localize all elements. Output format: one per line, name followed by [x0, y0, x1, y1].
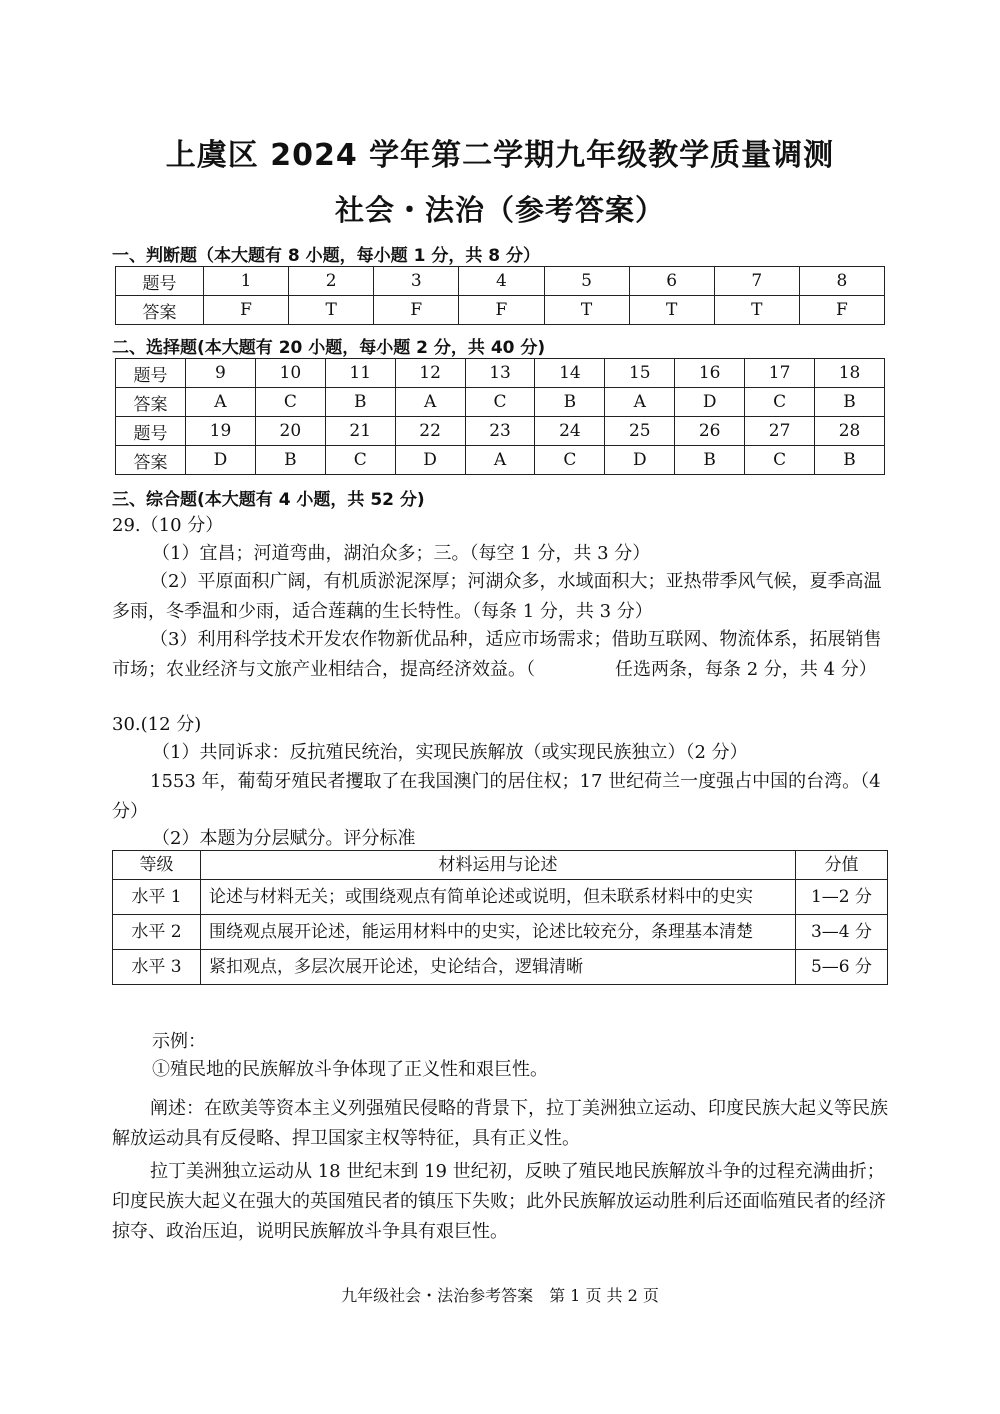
answer-cell: B: [675, 446, 745, 475]
answer-cell: F: [799, 296, 884, 325]
question-number: 4: [459, 267, 544, 296]
answer-cell: T: [544, 296, 629, 325]
question-number: 28: [815, 417, 885, 446]
answer-cell: B: [255, 446, 325, 475]
question-number: 2: [289, 267, 374, 296]
answer-cell: A: [605, 388, 675, 417]
example-paragraph-1: 阐述：在欧美等资本主义列强殖民侵略的背景下，拉丁美洲独立运动、印度民族大起义等民族解放运动具有反侵略、捍卫国家主权等特征，具有正义性。: [112, 1098, 888, 1149]
header-level: 等级: [113, 851, 201, 880]
answer-cell: C: [745, 446, 815, 475]
answer-cell: C: [325, 446, 395, 475]
q29-label: 29.（10 分）: [112, 515, 224, 536]
question-number: 6: [629, 267, 714, 296]
answer-cell: F: [204, 296, 289, 325]
row-label-number: 题号: [116, 267, 204, 296]
q29-answer-3-text: （3）利用科学技术开发农作物新优品种，适应市场需求；借助互联网、物流体系，拓展销售市场；农业经济与文旅产业相结合，提高经济效益。（: [112, 629, 882, 680]
answer-cell: F: [374, 296, 459, 325]
question-number: 3: [374, 267, 459, 296]
answer-cell: A: [395, 388, 465, 417]
scoring-criteria-table: [112, 850, 888, 985]
q30-answer-1: （1）共同诉求：反抗殖民统治，实现民族解放（或实现民族独立）（2 分）: [152, 742, 748, 763]
row-label-answer: 答案: [116, 388, 186, 417]
answer-cell: B: [535, 388, 605, 417]
question-number: 11: [325, 359, 395, 388]
table-row: [116, 388, 885, 417]
answer-cell: T: [714, 296, 799, 325]
description-cell: 论述与材料无关；或围绕观点有简单论述或说明，但未联系材料中的史实: [201, 880, 796, 915]
answer-cell: A: [465, 446, 535, 475]
description-cell: 围绕观点展开论述，能运用材料中的史实，论述比较充分，条理基本清楚: [201, 915, 796, 950]
answer-cell: C: [745, 388, 815, 417]
question-number: 26: [675, 417, 745, 446]
answer-cell: D: [395, 446, 465, 475]
table-row: [113, 950, 888, 985]
table-row: [116, 296, 885, 325]
answer-cell: F: [459, 296, 544, 325]
question-number: 24: [535, 417, 605, 446]
question-number: 9: [186, 359, 256, 388]
answer-cell: D: [605, 446, 675, 475]
example-label: 示例：: [152, 1031, 206, 1052]
table-row: [116, 417, 885, 446]
table-row: [116, 267, 885, 296]
q29-answer-3-tail: 任选两条，每条 2 分，共 4 分）: [615, 659, 877, 680]
section3-heading: 三、综合题(本大题有 4 小题，共 52 分): [112, 490, 425, 510]
score-cell: 1—2 分: [796, 880, 888, 915]
question-number: 10: [255, 359, 325, 388]
answer-cell: D: [675, 388, 745, 417]
row-label-number: 题号: [116, 359, 186, 388]
page-subtitle: 社会・法治（参考答案）: [334, 193, 665, 227]
description-cell: 紧扣观点，多层次展开论述，史论结合，逻辑清晰: [201, 950, 796, 985]
true-false-answer-table: [115, 266, 885, 325]
multiple-choice-answer-table: [115, 358, 885, 475]
level-cell: 水平 1: [113, 880, 201, 915]
page-title: 上虞区 2024 学年第二学期九年级教学质量调测: [165, 138, 835, 173]
page-footer: 九年级社会・法治参考答案 第 1 页 共 2 页: [341, 1286, 659, 1305]
answer-cell: C: [465, 388, 535, 417]
q29-answer-1: （1）宜昌；河道弯曲，湖泊众多；三。（每空 1 分，共 3 分）: [152, 543, 651, 564]
level-cell: 水平 3: [113, 950, 201, 985]
question-number: 18: [815, 359, 885, 388]
question-number: 20: [255, 417, 325, 446]
question-number: 23: [465, 417, 535, 446]
q29-answer-2: （2）平原面积广阔，有机质淤泥深厚；河湖众多，水域面积大；亚热带季风气候，夏季高温多雨，冬季温和少雨，适合莲藕的生长特性。（每条 1 分，共 3 分）: [112, 571, 882, 622]
question-number: 12: [395, 359, 465, 388]
table-row: [116, 446, 885, 475]
answer-cell: T: [629, 296, 714, 325]
question-number: 19: [186, 417, 256, 446]
question-number: 22: [395, 417, 465, 446]
answer-cell: B: [815, 446, 885, 475]
table-row: [116, 359, 885, 388]
question-number: 1: [204, 267, 289, 296]
question-number: 15: [605, 359, 675, 388]
question-number: 17: [745, 359, 815, 388]
answer-cell: C: [535, 446, 605, 475]
score-cell: 5—6 分: [796, 950, 888, 985]
table-header-row: [113, 851, 888, 880]
example-viewpoint: ①殖民地的民族解放斗争体现了正义性和艰巨性。: [152, 1059, 548, 1080]
answer-cell: A: [186, 388, 256, 417]
score-cell: 3—4 分: [796, 915, 888, 950]
section2-heading: 二、选择题(本大题有 20 小题，每小题 2 分，共 40 分): [112, 338, 546, 358]
table-row: [113, 880, 888, 915]
row-label-number: 题号: [116, 417, 186, 446]
q30-answer-1b: 1553 年，葡萄牙殖民者攫取了在我国澳门的居住权；17 世纪荷兰一度强占中国的台湾。（4 分）: [112, 771, 881, 822]
answer-cell: T: [289, 296, 374, 325]
answer-cell: D: [186, 446, 256, 475]
example-paragraph-2: 拉丁美洲独立运动从 18 世纪末到 19 世纪初，反映了殖民地民族解放斗争的过程充满曲折；印度民族大起义在强大的英国殖民者的镇压下失败；此外民族解放运动胜利后还面临殖民者的经济掠夺、政治压迫，说明民族解放斗争具有艰巨性。: [112, 1161, 886, 1242]
question-number: 7: [714, 267, 799, 296]
question-number: 21: [325, 417, 395, 446]
section1-heading: 一、判断题（本大题有 8 小题，每小题 1 分，共 8 分）: [112, 246, 540, 266]
q30-label: 30.(12 分): [112, 714, 202, 735]
question-number: 5: [544, 267, 629, 296]
answer-cell: B: [325, 388, 395, 417]
header-score: 分值: [796, 851, 888, 880]
header-description: 材料运用与论述: [201, 851, 796, 880]
row-label-answer: 答案: [116, 296, 204, 325]
level-cell: 水平 2: [113, 915, 201, 950]
answer-cell: B: [815, 388, 885, 417]
question-number: 25: [605, 417, 675, 446]
row-label-answer: 答案: [116, 446, 186, 475]
question-number: 13: [465, 359, 535, 388]
question-number: 14: [535, 359, 605, 388]
table-row: [113, 915, 888, 950]
question-number: 8: [799, 267, 884, 296]
q29-answer-3: [112, 625, 897, 685]
q30-answer-2: （2）本题为分层赋分。评分标准: [152, 828, 416, 849]
question-number: 27: [745, 417, 815, 446]
question-number: 16: [675, 359, 745, 388]
answer-cell: C: [255, 388, 325, 417]
